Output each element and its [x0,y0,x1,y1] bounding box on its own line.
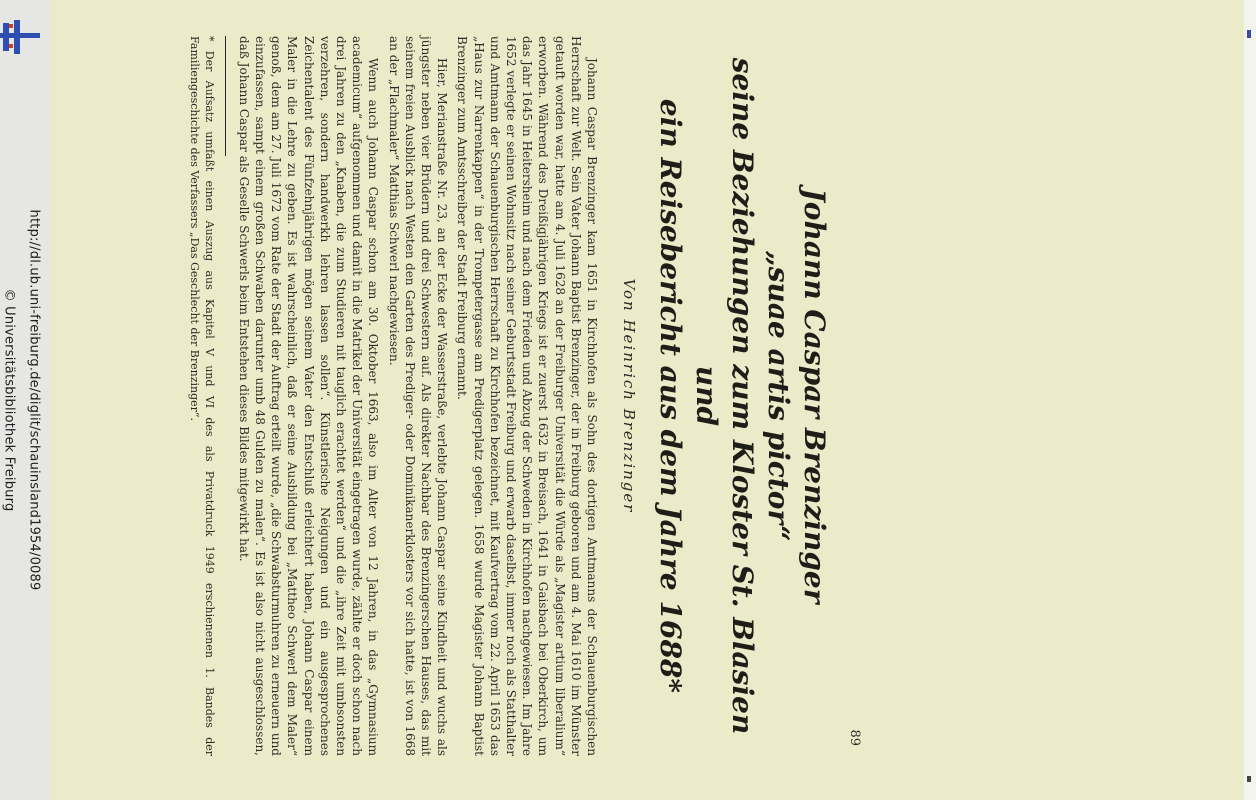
page-number: 89 [847,729,862,746]
source-url-text[interactable]: http://dl.ub.uni-freiburg.de/diglit/schauinsland1954/0089 [26,209,42,591]
body-paragraph-2: Hier, Merianstraße Nr. 23, an der Ecke der Wasserstraße, verlebte Johann Caspar seine Kindheit und wuchs als jüngster neben vier Brüdern und drei Schwestern auf. Als direkter Nachbar des Brenzingerschen Hauses, das mit seinem freien Ausblick nach Westen den Garten des Prediger- oder Dominikanerklosters vor sich hatte, ist von 1668 an der „Flachmaler“ Matthias Schwerl nachgewiesen. [386,36,450,756]
viewer-margin-left [0,0,50,800]
viewer-margin-right [1244,0,1256,800]
rotated-page-content [187,36,862,756]
author-byline: Von Heinrich Brenzinger [620,278,638,514]
copyright-text: © Universitätsbibliothek Freiburg [1,288,17,512]
title-line-4: ein Reisebericht aus dem Jahre 1688* [654,98,687,694]
footnote-divider [225,36,226,156]
title-line-1: Johann Caspar Brenzinger [798,188,831,604]
page-edge-marker-bottom [1247,776,1251,782]
article-title [652,36,832,756]
title-line-3: seine Beziehungen zum Kloster St. Blasien und [690,57,759,735]
body-paragraph-1: Johann Caspar Brenzinger kam 1651 in Kirchhofen als Sohn des dortigen Amtmanns der Schauenburgischen Herrschaft zur Welt. Sein Vater Johann Baptist Brenzinger, der in Freiburg geboren und am 4. Mai 1610 im Münster getauft worden war, hatte am 4. Juli 1628 an der Freiburger Universität die Würde als „Magister artium liberalium“ erworben. Während des Dreißigjährigen Kriegs ist er zuerst 1632 in Breisach, 1641 in Gaisbach bei Oberkirch, um das Jahr 1645 in Heitersheim und nach dem Frieden und Abzug der Schweden in Kirchhofen nachgewiesen. Im Jahre 1652 verlegte er seinen Wohnsitz nach seiner Geburtsstadt Freiburg und erwarb daselbst, immer noch als Statthalter und Amtmann der Schauenburgischen Herrschaft zu Kirchhofen bezeichnet, mit Kaufvertrag vom 22. April 1653 das „Haus zur Narrenkappen“ in der Trompetergasse am Predigerplatz gelegen. 1658 wurde Magister Johann Baptist Brenzinger zum Amtsschreiber der Stadt Freiburg ernannt. [455,36,599,756]
body-paragraph-3: Wenn auch Johann Caspar schon am 30. Oktober 1663, also im Alter von 12 Jahren, in das „Gymnasium academicum“ aufgenommen und damit in die Matrikel der Universität eingetragen wurde, zählte er doch schon nach drei Jahren zu den „Knaben, die zum Studieren nit tauglich erachtet werden“ und die „ihre Zeit mit umbsonsten verzehren, sondern handwerkh lehren lassen sollen“. Künstlerische Neigungen und ein ausgesprochenes Zeichentalent des Fünfzehnjährigen mögen seinem Vater den Entschluß erleichtert haben, Johann Caspar einem Maler in die Lehre zu geben. Es ist wahrscheinlich, daß er seine Ausbildung bei „Mattheo Schwerl dem Maler“ genoß, dem am 27. Juli 1672 vom Rate der Stadt der Auftrag erteilt wurde, „die Schwabsturmuhren zu erneuern und einzufassen, sampt einem großen Schwaben darunter umb 48 Gulden zu malen“. Es ist also nicht ausgeschlossen, daß Johann Caspar als Geselle Schwerls beim Entstehen dieses Bildes mitgewirkt hat. [236,36,381,756]
title-line-2: „suae artis pictor“ [762,250,795,542]
footnote: * Der Aufsatz umfaßt einen Auszug aus Kapitel V und VI des als Privatdruck 1949 erschienenen 1. Bandes der Familiengeschichte des Verfassers „Das Geschlecht der Brenzinger“. [187,36,216,756]
page-edge-marker-top [1247,30,1251,38]
